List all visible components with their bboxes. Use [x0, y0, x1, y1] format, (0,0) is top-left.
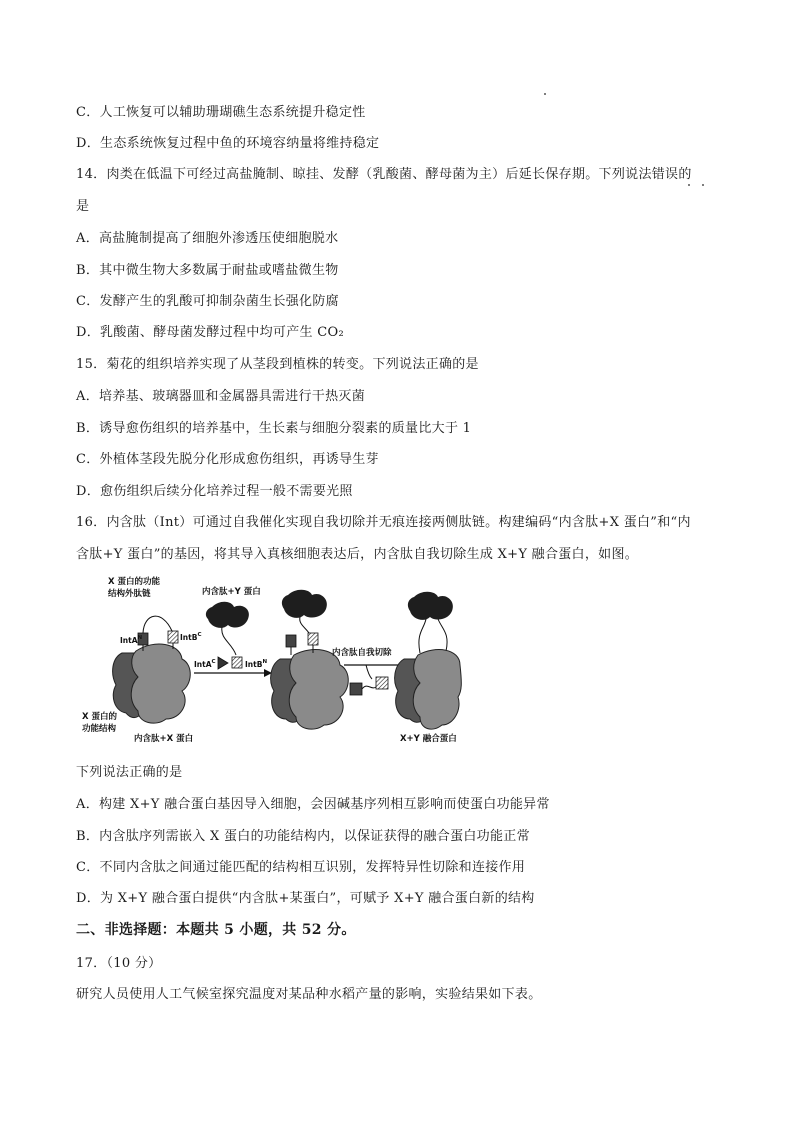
question-16-stem: 16．内含肽（Int）可通过自我催化实现自我切除并无痕连接两侧肽链。构建编码“内含肽+X 蛋白”和“内: [76, 515, 691, 530]
question-14-stem: 14．肉类在低温下可经过高盐腌制、晾挂、发酵（乳酸菌、酵母菌为主）后延长保存期。下列说法错误的: [76, 167, 692, 182]
option-16c: C．不同内含肽之间通过能匹配的结构相互识别，发挥特异性切除和连接作用: [76, 860, 526, 875]
question-16-stem-cont: 含肽+Y 蛋白”的基因，将其导入真核细胞表达后，内含肽自我切除生成 X+Y 融合蛋白，如图。: [76, 547, 639, 562]
intB-n-block: [232, 657, 242, 668]
option-14c: C．发酵产生的乳酸可抑制杂菌生长强化防腐: [76, 294, 339, 309]
option-13d: D．生态系统恢复过程中鱼的环境容纳量将维持稳定: [76, 136, 380, 151]
option-14d: D．乳酸菌、酵母菌发酵过程中均可产生 CO₂: [76, 325, 344, 340]
complex-int-a: [286, 635, 296, 647]
question-14-stem-cont: 是: [76, 199, 90, 214]
option-15d: D．愈伤组织后续分化培养过程一般不需要光照: [76, 484, 353, 499]
label-xy-fusion: X+Y 融合蛋白: [400, 734, 457, 744]
y-chain: [222, 627, 236, 655]
option-16d: D．为 X+Y 融合蛋白提供“内含肽+某蛋白”，可赋予 X+Y 融合蛋白新的结构: [76, 891, 535, 906]
label-intA-c: IntA$^C$: [194, 659, 216, 669]
x-protein-body: [131, 644, 190, 723]
option-14a: A．高盐腌制提高了细胞外渗透压使细胞脱水: [76, 231, 339, 246]
label-intB-c: IntB$^C$: [180, 632, 202, 642]
excised-int-b: [376, 677, 388, 689]
question-17-header: 17．（10 分）: [76, 956, 162, 971]
y-protein: [206, 602, 249, 628]
label-int-y: 内含肽+Y 蛋白: [202, 587, 261, 597]
label-x-ext-2: 结构外肽链: [108, 589, 151, 599]
fused-x-body: [413, 650, 461, 730]
intein-diagram: [82, 573, 462, 749]
label-intB-n: IntB$^N$: [245, 659, 268, 669]
question-16-prompt: 下列说法正确的是: [76, 765, 183, 780]
intB-c-block: [168, 631, 178, 643]
intA-c-arrowhead: [218, 657, 228, 669]
option-13c: C．人工恢复可以辅助珊瑚礁生态系统提升稳定性: [76, 105, 366, 120]
option-15b: B．诱导愈伤组织的培养基中，生长素与细胞分裂素的质量比大于 1: [76, 421, 472, 436]
option-15a: A．培养基、玻璃器皿和金属器具需进行干热灭菌: [76, 389, 365, 404]
fused-link: [419, 619, 447, 653]
label-intA-n: IntA$^N$: [120, 635, 143, 645]
fused-y-protein: [408, 592, 453, 620]
question-15-stem: 15．菊花的组织培养实现了从茎段到植株的转变。下列说法正确的是: [76, 357, 479, 372]
option-16b: B．内含肽序列需嵌入 X 蛋白的功能结构内，以保证获得的融合蛋白功能正常: [76, 829, 530, 844]
question-17-stem: 研究人员使用人工气候室探究温度对某品种水稻产量的影响，实验结果如下表。: [76, 987, 542, 1002]
excised-int-a: [350, 683, 362, 695]
emphasis-dot: [702, 184, 704, 186]
complex-x-body: [289, 650, 348, 730]
label-x-func-2: 功能结构: [82, 724, 117, 734]
option-14b: B．其中微生物大多数属于耐盐或嗜盐微生物: [76, 263, 339, 278]
scan-speck: [544, 93, 546, 95]
label-self-cut: 内含肽自我切除: [332, 648, 392, 658]
complex-int-b: [308, 633, 318, 645]
y-protein-bound: [282, 590, 327, 618]
label-int-x: 内含肽+X 蛋白: [134, 734, 194, 744]
section-heading: 二、非选择题：本题共 5 小题，共 52 分。: [76, 922, 356, 938]
label-x-ext-1: X 蛋白的功能: [108, 577, 161, 587]
label-x-func-1: X 蛋白的: [82, 712, 118, 722]
y-chain-bound: [300, 617, 310, 635]
option-15c: C．外植体茎段先脱分化形成愈伤组织，再诱导生芽: [76, 452, 379, 467]
option-16a: A．构建 X+Y 融合蛋白基因导入细胞，会因碱基序列相互影响而使蛋白功能异常: [76, 797, 550, 812]
arrow-2-branch: [366, 665, 372, 679]
emphasis-dot: [688, 184, 690, 186]
